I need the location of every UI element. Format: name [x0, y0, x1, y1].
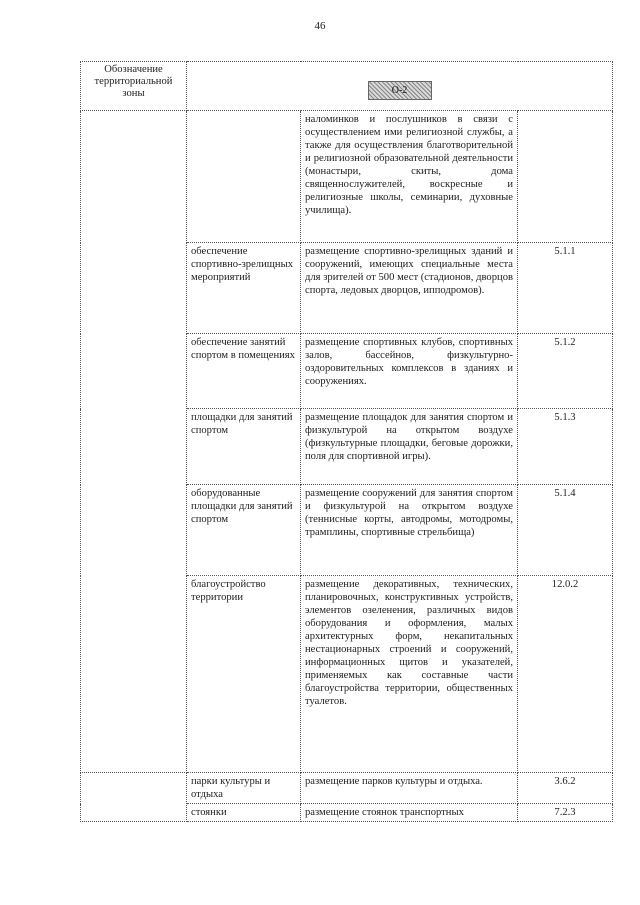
zone-designation-header: Обозначение территориальной зоны	[81, 62, 187, 111]
zoning-table	[80, 61, 613, 822]
table-header-row	[81, 62, 613, 111]
use-code-cell: 5.1.4	[518, 485, 613, 576]
use-code-cell: 12.0.2	[518, 576, 613, 773]
use-description-cell: размещение стоянок транспортных	[301, 804, 518, 822]
use-code-cell: 5.1.3	[518, 409, 613, 485]
page-number: 46	[314, 20, 326, 32]
use-description-cell: размещение площадок для занятия спортом и физкультурой на открытом воздухе (физкультурные площадки, беговые дорожки, поля для спортивной игры).	[301, 409, 518, 485]
table-row	[81, 111, 613, 243]
use-name-cell: стоянки	[187, 804, 301, 822]
zone-cell	[81, 773, 187, 822]
use-description-cell: размещение спортивно-зрелищных зданий и сооружений, имеющих специальные места для зрителей от 500 мест (стадионов, дворцов спорта, ледовых дворцов, ипподромов).	[301, 243, 518, 334]
use-name-cell: обеспечение занятий спортом в помещениях	[187, 334, 301, 409]
use-code-cell: 5.1.1	[518, 243, 613, 334]
use-name-cell: обеспечение спортивно-зрелищных мероприятий	[187, 243, 301, 334]
use-code-cell: 5.1.2	[518, 334, 613, 409]
use-name-cell: площадки для занятий спортом	[187, 409, 301, 485]
use-name-cell: парки культуры и отдыха	[187, 773, 301, 804]
zone-cell	[81, 111, 187, 773]
zone-code-badge: О-2	[368, 81, 432, 100]
use-code-cell: 3.6.2	[518, 773, 613, 804]
use-description-cell: наломинков и послушников в связи с осуществлением ими религиозной службы, а также для осуществления благотворительной и религиозной образовательной деятельности (монастыри, скиты, дома священнослужителей, воскресные и религиозные школы, семинарии, духовные училища).	[301, 111, 518, 243]
use-description-cell: размещение декоративных, технических, планировочных, конструктивных устройств, элементов озеленения, различных видов оборудования и оформления, малых архитектурных форм, некапитальных нестационарных строений и сооружений, информационных щитов и указателей, применяемых как составные части благоустройства территории, общественных туалетов.	[301, 576, 518, 773]
table-row	[81, 773, 613, 804]
use-name-cell	[187, 111, 301, 243]
use-name-cell: оборудованные площадки для занятий спортом	[187, 485, 301, 576]
use-code-cell	[518, 111, 613, 243]
zone-code-header	[187, 62, 613, 111]
use-name-cell: благоустройство территории	[187, 576, 301, 773]
use-code-cell: 7.2.3	[518, 804, 613, 822]
use-description-cell: размещение спортивных клубов, спортивных залов, бассейнов, физкультурно-оздоровительных комплексов в зданиях и сооружениях.	[301, 334, 518, 409]
use-description-cell: размещение сооружений для занятия спортом и физкультурой на открытом воздухе (теннисные корты, автодромы, мотодромы, трамплины, спортивные стрельбища)	[301, 485, 518, 576]
use-description-cell: размещение парков культуры и отдыха.	[301, 773, 518, 804]
